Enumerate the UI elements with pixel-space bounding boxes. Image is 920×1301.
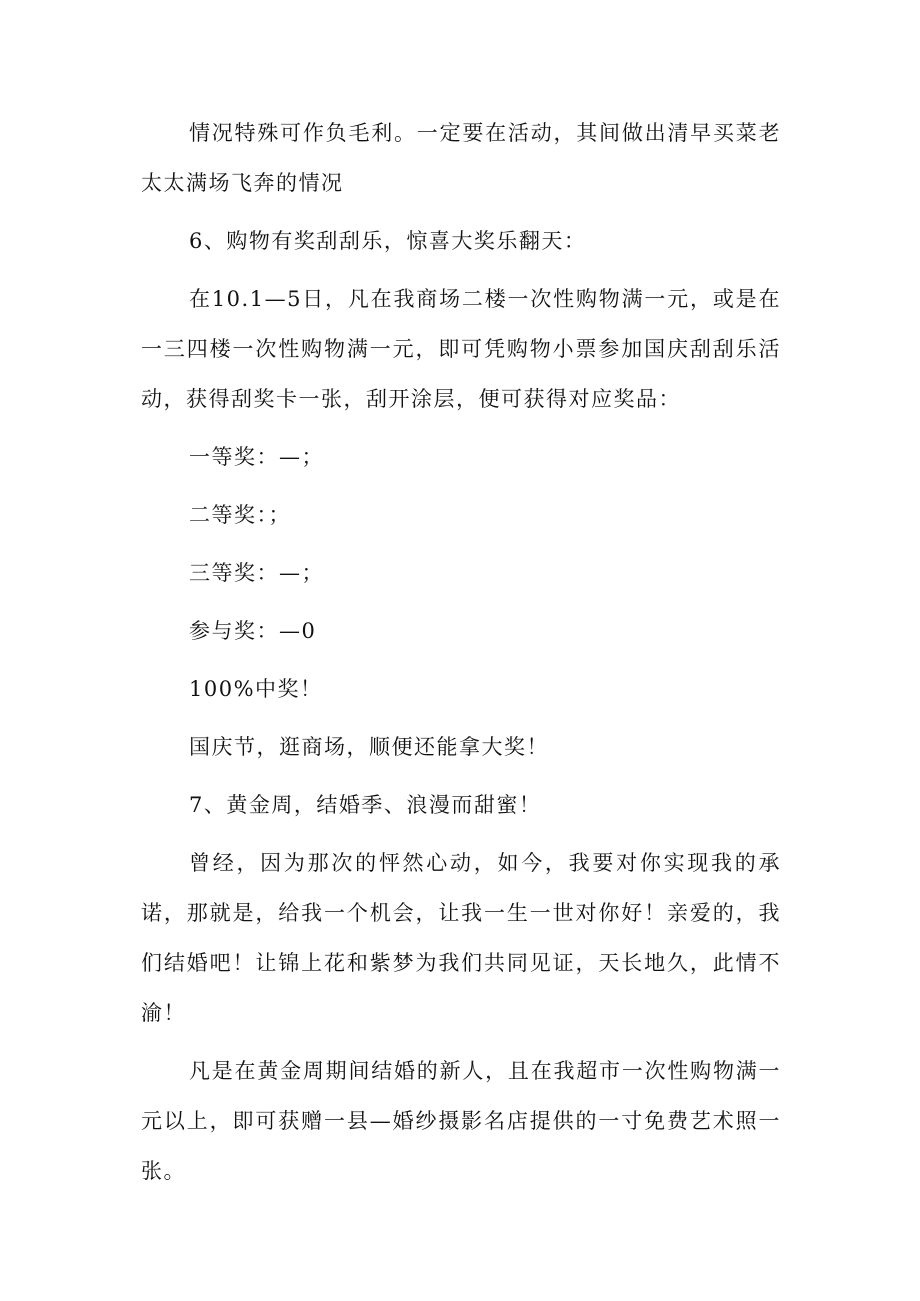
slogan-line: 国庆节，逛商场，顺便还能拿大奖！ [189,735,549,759]
paragraph-wedding-offer: 凡是在黄金周期间结婚的新人，且在我超市一次性购物满一元以上，即可获赠一县—婚纱摄影名店提供的一寸免费艺术照一张。 [141,1059,781,1183]
section-heading-scratch-card: 6、购物有奖刮刮乐，惊喜大奖乐翻天： [189,229,587,253]
paragraph-wedding-promise: 曾经，因为那次的怦然心动，如今，我要对你实现我的承诺，那就是，给我一个机会，让我一生一世对你好！亲爱的，我们结婚吧！让锦上花和紫梦为我们共同见证，天长地久，此情不渝！ [141,851,781,1025]
win-rate-note: 100%中奖！ [189,677,323,701]
section-heading-wedding: 7、黄金周，结婚季、浪漫而甜蜜！ [189,793,542,817]
paragraph-special-case: 情况特殊可作负毛利。一定要在活动，其间做出清早买菜老太太满场飞奔的情况 [141,121,781,195]
prize-third: 三等奖：—； [189,561,324,585]
prize-participation: 参与奖：—0 [189,619,317,643]
paragraph-scratch-card-rules: 在10.1—5日，凡在我商场二楼一次性购物满一元，或是在一三四楼一次性购物满一元，即可凭购物小票参加国庆刮刮乐活动，获得刮奖卡一张，刮开涂层，便可获得对应奖品： [141,287,781,411]
prize-second: 二等奖：； [189,503,291,527]
document-body [141,108,781,1204]
prize-first: 一等奖：—； [189,445,324,469]
